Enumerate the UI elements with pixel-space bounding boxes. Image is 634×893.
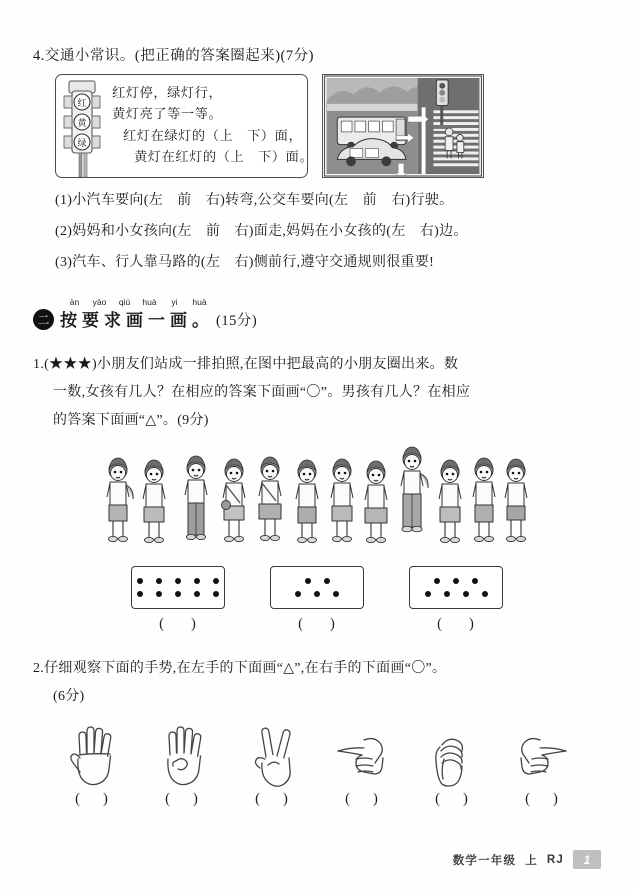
section-2-marker: 二	[33, 309, 54, 330]
dot	[463, 591, 469, 597]
dot	[156, 591, 162, 597]
question-2-line-1: 2.仔细观察下面的手势,在左手的下面画“△”,在右手的下面画“〇”。	[33, 661, 447, 676]
dot	[305, 578, 311, 584]
pinyin-syllable-2: yāo	[92, 297, 107, 307]
tallest-child	[401, 447, 428, 532]
paren-open: (	[437, 616, 443, 632]
paren-close: )	[191, 616, 197, 632]
hand-cell-4	[334, 725, 390, 808]
dotbox-2	[270, 566, 364, 609]
hand-answer-slot-6[interactable]	[525, 791, 559, 808]
hand-cell-2	[154, 725, 210, 808]
paren-open: (	[255, 791, 261, 807]
section-2-title: 按要求画一画。	[60, 311, 214, 330]
section-2-title-block	[60, 297, 257, 331]
paren-close: )	[193, 791, 199, 807]
dot	[137, 591, 143, 597]
dotbox-1-row-top	[137, 578, 219, 584]
traffic-light-red-label: 红	[77, 98, 87, 108]
question-2-text	[33, 655, 601, 711]
hand-cell-3	[244, 725, 300, 808]
dot	[453, 578, 459, 584]
hand-cell-1	[64, 725, 120, 808]
dot	[175, 578, 181, 584]
paren-close: )	[103, 791, 109, 807]
question-4-heading: 4.交通小常识。(把正确的答案圈起来)(7分)	[33, 48, 314, 64]
paren-close: )	[283, 791, 289, 807]
dotbox-cell-2	[270, 566, 364, 633]
closed-fist-hand-icon	[424, 725, 480, 787]
dot	[333, 591, 339, 597]
street-traffic-scene-image	[322, 74, 484, 178]
pointing-left-hand-icon	[334, 725, 390, 787]
dot	[444, 591, 450, 597]
traffic-verse-text	[112, 82, 313, 168]
dot	[137, 578, 143, 584]
footer-edition: RJ	[546, 853, 564, 866]
paren-open: (	[159, 616, 165, 632]
hand-answer-slot-2[interactable]	[165, 791, 199, 808]
traffic-light-icon	[63, 78, 107, 178]
dot	[213, 578, 219, 584]
paren-close: )	[373, 791, 379, 807]
traffic-light-verse-box	[55, 74, 314, 178]
question-2-line-2: (6分)	[53, 689, 85, 704]
verse-line-3: 红灯在绿灯的（上 下）面，	[123, 127, 303, 143]
dot-count-boxes	[33, 566, 601, 633]
page-footer	[453, 850, 601, 869]
worksheet-content	[33, 44, 601, 808]
hand-answer-slot-3[interactable]	[255, 791, 289, 808]
dot	[425, 591, 431, 597]
question-1-line-3: 的答案下面画“△”。(9分)	[53, 413, 209, 428]
traffic-light-green-label: 绿	[77, 138, 87, 148]
verse-line-1: 红灯停，绿灯行，	[112, 85, 223, 100]
four-fingers-hand-icon	[154, 725, 210, 787]
question-4-sub-3: (3)汽车、行人靠马路的(左 右)侧前行,遵守交通规则很重要!	[55, 255, 435, 270]
dotbox-1-row-bottom	[137, 591, 219, 597]
dot	[213, 591, 219, 597]
hand-answer-slot-1[interactable]	[75, 791, 109, 808]
children-row-illustration	[33, 443, 601, 553]
pinyin-syllable-5: yi	[171, 297, 178, 307]
dot	[472, 578, 478, 584]
traffic-light-yellow-label: 黄	[77, 118, 87, 128]
paren-close: )	[469, 616, 475, 632]
paren-open: (	[165, 791, 171, 807]
dotbox-3-row-bottom	[425, 591, 488, 597]
question-1-line-1: 1.(★★★)小朋友们站成一排拍照,在图中把最高的小朋友圈出来。数	[33, 357, 459, 372]
dot	[324, 578, 330, 584]
pointing-right-hand-icon	[514, 725, 570, 787]
paren-open: (	[345, 791, 351, 807]
dot	[482, 591, 488, 597]
footer-subject: 数学一年级	[452, 854, 517, 867]
section-2-score: (15分)	[216, 313, 258, 329]
question-4-sub-2: (2)妈妈和小女孩向(左 前 右)面走,妈妈在小女孩的(左 右)边。	[55, 224, 468, 239]
pinyin-syllable-3: qiú	[118, 297, 131, 307]
dotbox-cell-3	[409, 566, 503, 633]
paren-open: (	[75, 791, 81, 807]
answer-slot-3[interactable]	[437, 616, 475, 633]
paren-close: )	[553, 791, 559, 807]
section-2-header	[33, 297, 601, 331]
hand-answer-slot-4[interactable]	[345, 791, 379, 808]
traffic-illustration-row	[55, 74, 601, 178]
dotbox-cell-1	[131, 566, 225, 633]
twelve-children-svg	[102, 445, 532, 553]
dot	[295, 591, 301, 597]
dot	[314, 591, 320, 597]
dot	[194, 578, 200, 584]
dotbox-3-row-top	[434, 578, 478, 584]
dotbox-1	[131, 566, 225, 609]
paren-open: (	[525, 791, 531, 807]
dotbox-2-row-top	[305, 578, 330, 584]
dot	[194, 591, 200, 597]
hand-cell-5	[424, 725, 480, 808]
question-1-text	[33, 351, 601, 435]
page-number-badge: 1	[573, 850, 601, 869]
answer-slot-2[interactable]	[298, 616, 336, 633]
question-1-line-2: 一数,女孩有几人？在相应的答案下面画“〇”。男孩有几人？在相应	[53, 385, 471, 400]
dot	[175, 591, 181, 597]
verse-line-4: 黄灯在红灯的（上 下）面。	[134, 149, 314, 165]
verse-line-2: 黄灯亮了等一等。	[112, 106, 223, 122]
paren-open: (	[298, 616, 304, 632]
paren-close: )	[463, 791, 469, 807]
open-palm-five-fingers-hand-icon	[64, 725, 120, 787]
dot	[156, 578, 162, 584]
dotbox-2-row-bottom	[295, 591, 339, 597]
footer-volume: 上	[525, 854, 538, 867]
pinyin-syllable-6: huà	[192, 297, 207, 307]
hand-cell-6	[514, 725, 570, 808]
hand-answer-slot-5[interactable]	[435, 791, 469, 808]
pinyin-syllable-1: àn	[69, 297, 80, 307]
hand-gestures-row	[33, 725, 601, 808]
paren-close: )	[330, 616, 336, 632]
dot	[434, 578, 440, 584]
question-4-sub-1: (1)小汽车要向(左 前 右)转弯,公交车要向(左 前 右)行驶。	[55, 193, 454, 208]
dotbox-3	[409, 566, 503, 609]
answer-slot-1[interactable]	[159, 616, 197, 633]
pinyin-syllable-4: huà	[142, 297, 157, 307]
paren-open: (	[435, 791, 441, 807]
two-fingers-peace-hand-icon	[244, 725, 300, 787]
